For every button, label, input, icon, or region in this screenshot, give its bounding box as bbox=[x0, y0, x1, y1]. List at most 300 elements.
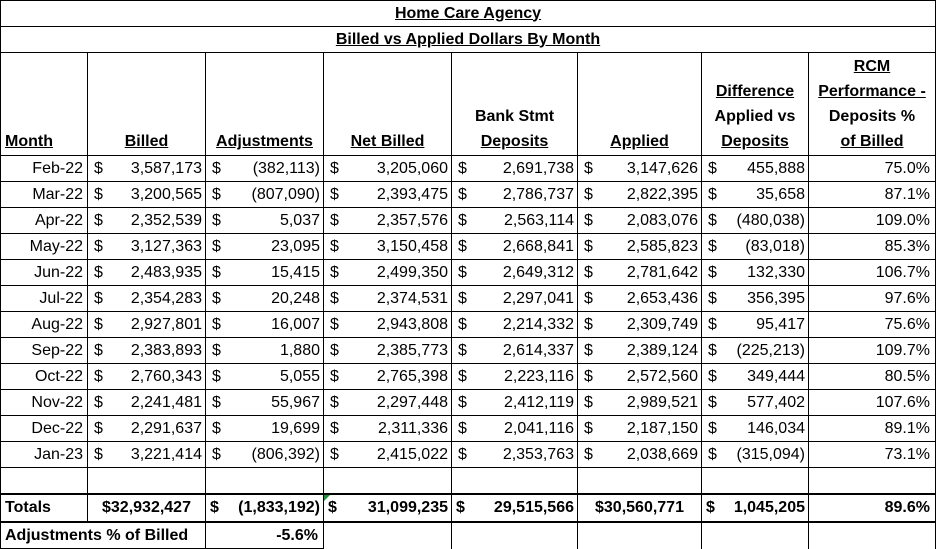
billed-cell[interactable] bbox=[88, 364, 206, 390]
table-row bbox=[1, 182, 936, 208]
currency-symbol: $ bbox=[584, 393, 593, 411]
adjustments-cell[interactable] bbox=[206, 364, 324, 390]
applied-cell[interactable] bbox=[578, 390, 702, 416]
month-cell[interactable]: Oct-22 bbox=[1, 364, 88, 390]
net-billed-cell[interactable] bbox=[324, 390, 452, 416]
difference-cell[interactable] bbox=[702, 286, 809, 312]
currency-symbol: $ bbox=[330, 263, 339, 281]
footer-empty-cell[interactable] bbox=[702, 522, 809, 549]
header-net-billed[interactable] bbox=[324, 53, 452, 156]
deposits-value: 2,563,114 bbox=[504, 211, 574, 229]
table-row bbox=[1, 364, 936, 390]
net-billed-cell[interactable] bbox=[324, 416, 452, 442]
totals-billed[interactable] bbox=[88, 494, 206, 522]
deposits-cell[interactable] bbox=[452, 286, 578, 312]
currency-symbol: $ bbox=[94, 289, 103, 307]
rcm-cell[interactable]: 106.7% bbox=[809, 260, 936, 286]
currency-symbol: $ bbox=[708, 341, 717, 359]
blank-cell[interactable] bbox=[809, 468, 936, 495]
billed-cell[interactable] bbox=[88, 156, 206, 182]
blank-cell[interactable] bbox=[324, 468, 452, 495]
currency-symbol: $ bbox=[458, 341, 467, 359]
applied-value: 2,389,124 bbox=[626, 341, 698, 359]
billed-value: 2,241,481 bbox=[130, 393, 202, 411]
header-net-billed-label: Net Billed bbox=[350, 133, 425, 150]
rcm-cell[interactable]: 80.5% bbox=[809, 364, 936, 390]
blank-cell[interactable] bbox=[88, 468, 206, 495]
table-row bbox=[1, 260, 936, 286]
net-billed-cell[interactable] bbox=[324, 364, 452, 390]
month-cell[interactable]: Mar-22 bbox=[1, 182, 88, 208]
rcm-cell[interactable]: 109.0% bbox=[809, 208, 936, 234]
rcm-cell[interactable]: 107.6% bbox=[809, 390, 936, 416]
net-billed-cell[interactable] bbox=[324, 156, 452, 182]
totals-adjustments[interactable] bbox=[206, 494, 324, 522]
difference-cell[interactable] bbox=[702, 234, 809, 260]
blank-cell[interactable] bbox=[702, 468, 809, 495]
header-deposits[interactable] bbox=[452, 53, 578, 156]
header-deposits-line2: Deposits bbox=[480, 133, 549, 150]
applied-value: 2,822,395 bbox=[626, 185, 698, 203]
currency-symbol: $ bbox=[584, 445, 593, 463]
adjustments-cell[interactable] bbox=[206, 312, 324, 338]
footer-empty-cell[interactable] bbox=[809, 522, 936, 549]
totals-rcm[interactable]: 89.6% bbox=[809, 494, 936, 522]
billed-value: 2,354,283 bbox=[130, 289, 202, 307]
adjustments-cell[interactable] bbox=[206, 182, 324, 208]
deposits-value: 2,297,041 bbox=[502, 289, 574, 307]
currency-symbol: $ bbox=[94, 445, 103, 463]
rcm-cell[interactable]: 75.6% bbox=[809, 312, 936, 338]
currency-symbol: $ bbox=[584, 211, 593, 229]
billed-cell[interactable] bbox=[88, 390, 206, 416]
difference-value: 349,444 bbox=[747, 367, 805, 385]
currency-symbol: $ bbox=[212, 341, 221, 359]
month-cell[interactable]: Jul-22 bbox=[1, 286, 88, 312]
billed-cell[interactable] bbox=[88, 312, 206, 338]
applied-cell[interactable] bbox=[578, 156, 702, 182]
table-row bbox=[1, 338, 936, 364]
currency-symbol: $ bbox=[706, 499, 715, 516]
adjustments-value: 1,880 bbox=[279, 341, 320, 359]
currency-symbol: $ bbox=[584, 419, 593, 437]
currency-symbol: $ bbox=[708, 393, 717, 411]
currency-symbol: $ bbox=[212, 263, 221, 281]
currency-symbol: $ bbox=[456, 499, 465, 516]
applied-value: 2,187,150 bbox=[626, 419, 698, 437]
billed-value: 2,291,637 bbox=[130, 419, 202, 437]
header-difference[interactable] bbox=[702, 53, 809, 156]
deposits-cell[interactable] bbox=[452, 312, 578, 338]
net-billed-cell[interactable] bbox=[324, 182, 452, 208]
totals-billed-value: $32,932,427 bbox=[102, 499, 191, 516]
footer-empty-cell[interactable] bbox=[452, 522, 578, 549]
deposits-value: 2,614,337 bbox=[502, 341, 574, 359]
applied-cell[interactable] bbox=[578, 312, 702, 338]
currency-symbol: $ bbox=[584, 289, 593, 307]
rcm-cell[interactable]: 73.1% bbox=[809, 442, 936, 468]
currency-symbol: $ bbox=[94, 237, 103, 255]
currency-symbol: $ bbox=[94, 211, 103, 229]
table-row bbox=[1, 312, 936, 338]
net-billed-value: 3,150,458 bbox=[376, 237, 448, 255]
currency-symbol: $ bbox=[330, 419, 339, 437]
currency-symbol: $ bbox=[210, 499, 219, 516]
difference-value: 455,888 bbox=[747, 159, 805, 177]
footer-value[interactable]: -5.6% bbox=[206, 522, 324, 549]
billed-cell[interactable] bbox=[88, 442, 206, 468]
currency-symbol: $ bbox=[708, 237, 717, 255]
sheet-subtitle[interactable]: Billed vs Applied Dollars By Month bbox=[1, 27, 936, 53]
billed-cell[interactable] bbox=[88, 338, 206, 364]
footer-empty-cell[interactable] bbox=[324, 522, 452, 549]
billed-cell[interactable] bbox=[88, 182, 206, 208]
currency-symbol: $ bbox=[212, 315, 221, 333]
applied-cell[interactable] bbox=[578, 208, 702, 234]
currency-symbol: $ bbox=[212, 237, 221, 255]
month-cell[interactable]: Sep-22 bbox=[1, 338, 88, 364]
adjustments-value: 55,967 bbox=[271, 393, 320, 411]
cell-error-marker bbox=[324, 495, 330, 501]
currency-symbol: $ bbox=[458, 315, 467, 333]
adjustments-value: (806,392) bbox=[251, 445, 320, 463]
net-billed-value: 3,205,060 bbox=[376, 159, 448, 177]
billed-value: 2,760,343 bbox=[130, 367, 202, 385]
deposits-cell[interactable] bbox=[452, 416, 578, 442]
blank-cell[interactable] bbox=[206, 468, 324, 495]
month-cell[interactable]: May-22 bbox=[1, 234, 88, 260]
net-billed-cell[interactable] bbox=[324, 442, 452, 468]
currency-symbol: $ bbox=[330, 341, 339, 359]
currency-symbol: $ bbox=[584, 315, 593, 333]
currency-symbol: $ bbox=[328, 499, 337, 516]
rcm-cell[interactable]: 75.0% bbox=[809, 156, 936, 182]
deposits-value: 2,649,312 bbox=[502, 263, 574, 281]
billed-value: 2,483,935 bbox=[130, 263, 202, 281]
applied-cell[interactable] bbox=[578, 234, 702, 260]
net-billed-value: 2,415,022 bbox=[376, 445, 448, 463]
difference-cell[interactable] bbox=[702, 156, 809, 182]
blank-row bbox=[1, 468, 936, 495]
currency-symbol: $ bbox=[584, 341, 593, 359]
applied-value: 2,572,560 bbox=[626, 367, 698, 385]
currency-symbol: $ bbox=[212, 393, 221, 411]
net-billed-value: 2,297,448 bbox=[376, 393, 448, 411]
adjustments-cell[interactable] bbox=[206, 390, 324, 416]
difference-cell[interactable] bbox=[702, 364, 809, 390]
currency-symbol: $ bbox=[212, 419, 221, 437]
adjustments-value: 16,007 bbox=[271, 315, 320, 333]
rcm-cell[interactable]: 97.6% bbox=[809, 286, 936, 312]
net-billed-value: 2,499,350 bbox=[376, 263, 448, 281]
month-cell[interactable]: Jan-23 bbox=[1, 442, 88, 468]
currency-symbol: $ bbox=[458, 393, 467, 411]
totals-applied-value: $30,560,771 bbox=[595, 499, 684, 516]
deposits-value: 2,412,119 bbox=[504, 393, 574, 411]
currency-symbol: $ bbox=[458, 159, 467, 177]
deposits-cell[interactable] bbox=[452, 364, 578, 390]
applied-cell[interactable] bbox=[578, 364, 702, 390]
net-billed-cell[interactable] bbox=[324, 234, 452, 260]
totals-applied[interactable] bbox=[578, 494, 702, 522]
currency-symbol: $ bbox=[212, 367, 221, 385]
billed-value: 3,587,173 bbox=[130, 159, 202, 177]
billed-cell[interactable] bbox=[88, 286, 206, 312]
header-rcm-line1: RCM bbox=[853, 58, 891, 75]
deposits-cell[interactable] bbox=[452, 390, 578, 416]
totals-difference-value: 1,045,205 bbox=[733, 499, 805, 516]
header-difference-line3: Deposits bbox=[721, 133, 789, 150]
adjustments-value: 20,248 bbox=[271, 289, 320, 307]
deposits-value: 2,353,763 bbox=[502, 445, 574, 463]
currency-symbol: $ bbox=[584, 159, 593, 177]
deposits-cell[interactable] bbox=[452, 156, 578, 182]
adjustments-cell[interactable] bbox=[206, 416, 324, 442]
currency-symbol: $ bbox=[212, 211, 221, 229]
table-row bbox=[1, 156, 936, 182]
adjustments-value: (382,113) bbox=[252, 159, 320, 177]
difference-cell[interactable] bbox=[702, 390, 809, 416]
header-month[interactable] bbox=[1, 53, 88, 156]
difference-value: 95,417 bbox=[756, 315, 805, 333]
applied-value: 2,653,436 bbox=[626, 289, 698, 307]
currency-symbol: $ bbox=[94, 367, 103, 385]
applied-value: 2,083,076 bbox=[626, 211, 698, 229]
currency-symbol: $ bbox=[458, 237, 467, 255]
adjustments-value: 15,415 bbox=[271, 263, 320, 281]
billed-cell[interactable] bbox=[88, 234, 206, 260]
header-rcm-line2: Performance - bbox=[818, 83, 926, 100]
sheet-title[interactable]: Home Care Agency bbox=[1, 1, 936, 27]
month-cell[interactable]: Nov-22 bbox=[1, 390, 88, 416]
header-adjustments-label: Adjustments bbox=[216, 133, 313, 150]
currency-symbol: $ bbox=[708, 263, 717, 281]
difference-value: 146,034 bbox=[747, 419, 805, 437]
billed-value: 3,200,565 bbox=[130, 185, 202, 203]
adjustments-cell[interactable] bbox=[206, 442, 324, 468]
currency-symbol: $ bbox=[584, 185, 593, 203]
adjustments-cell[interactable] bbox=[206, 156, 324, 182]
rcm-cell[interactable]: 89.1% bbox=[809, 416, 936, 442]
currency-symbol: $ bbox=[94, 185, 103, 203]
net-billed-value: 2,393,475 bbox=[376, 185, 448, 203]
difference-cell[interactable] bbox=[702, 416, 809, 442]
adjustments-cell[interactable] bbox=[206, 338, 324, 364]
month-cell[interactable]: Apr-22 bbox=[1, 208, 88, 234]
currency-symbol: $ bbox=[458, 211, 467, 229]
currency-symbol: $ bbox=[458, 263, 467, 281]
adjustments-cell[interactable] bbox=[206, 208, 324, 234]
applied-value: 2,781,642 bbox=[626, 263, 698, 281]
month-cell[interactable]: Jun-22 bbox=[1, 260, 88, 286]
currency-symbol: $ bbox=[330, 315, 339, 333]
header-deposits-line1: Bank Stmt bbox=[474, 108, 555, 125]
currency-symbol: $ bbox=[458, 367, 467, 385]
footer-empty-cell[interactable] bbox=[578, 522, 702, 549]
deposits-cell[interactable] bbox=[452, 234, 578, 260]
deposits-value: 2,214,332 bbox=[502, 315, 574, 333]
difference-cell[interactable] bbox=[702, 182, 809, 208]
currency-symbol: $ bbox=[212, 289, 221, 307]
difference-value: (480,038) bbox=[736, 211, 805, 229]
billed-value: 3,127,363 bbox=[130, 237, 202, 255]
adjustments-cell[interactable] bbox=[206, 286, 324, 312]
header-rcm[interactable] bbox=[809, 53, 936, 156]
currency-symbol: $ bbox=[708, 419, 717, 437]
rcm-cell[interactable]: 109.7% bbox=[809, 338, 936, 364]
rcm-cell[interactable]: 87.1% bbox=[809, 182, 936, 208]
table-row bbox=[1, 390, 936, 416]
net-billed-value: 2,943,808 bbox=[376, 315, 448, 333]
currency-symbol: $ bbox=[458, 185, 467, 203]
adjustments-cell[interactable] bbox=[206, 260, 324, 286]
applied-value: 2,038,669 bbox=[626, 445, 698, 463]
applied-value: 3,147,626 bbox=[626, 159, 698, 177]
currency-symbol: $ bbox=[330, 393, 339, 411]
header-rcm-line3: Deposits % bbox=[828, 108, 916, 125]
adjustments-value: (807,090) bbox=[251, 185, 320, 203]
header-adjustments[interactable] bbox=[206, 53, 324, 156]
applied-cell[interactable] bbox=[578, 260, 702, 286]
data-rows bbox=[1, 156, 936, 468]
totals-row bbox=[1, 494, 936, 522]
currency-symbol: $ bbox=[330, 445, 339, 463]
deposits-value: 2,691,738 bbox=[502, 159, 574, 177]
adjustments-value: 23,095 bbox=[271, 237, 320, 255]
header-difference-line1: Difference bbox=[715, 83, 795, 100]
currency-symbol: $ bbox=[330, 211, 339, 229]
currency-symbol: $ bbox=[94, 341, 103, 359]
adjustments-value: 5,037 bbox=[279, 211, 320, 229]
totals-adjustments-value: (1,833,192) bbox=[238, 499, 320, 516]
deposits-cell[interactable] bbox=[452, 182, 578, 208]
deposits-cell[interactable] bbox=[452, 442, 578, 468]
difference-value: 577,402 bbox=[747, 393, 805, 411]
difference-cell[interactable] bbox=[702, 260, 809, 286]
footer-row bbox=[1, 522, 936, 549]
currency-symbol: $ bbox=[708, 367, 717, 385]
billed-value: 3,221,414 bbox=[130, 445, 202, 463]
currency-symbol: $ bbox=[212, 185, 221, 203]
net-billed-value: 2,374,531 bbox=[376, 289, 448, 307]
net-billed-value: 2,385,773 bbox=[376, 341, 448, 359]
footer-label[interactable]: Adjustments % of Billed bbox=[1, 522, 206, 549]
applied-value: 2,989,521 bbox=[626, 393, 698, 411]
header-difference-line2: Applied vs bbox=[714, 108, 796, 125]
currency-symbol: $ bbox=[330, 159, 339, 177]
net-billed-value: 2,765,398 bbox=[376, 367, 448, 385]
billed-value: 2,927,801 bbox=[130, 315, 202, 333]
difference-cell[interactable] bbox=[702, 442, 809, 468]
currency-symbol: $ bbox=[708, 211, 717, 229]
table-row bbox=[1, 234, 936, 260]
billed-cell[interactable] bbox=[88, 208, 206, 234]
net-billed-cell[interactable] bbox=[324, 338, 452, 364]
currency-symbol: $ bbox=[94, 159, 103, 177]
billed-cell[interactable] bbox=[88, 260, 206, 286]
currency-symbol: $ bbox=[708, 445, 717, 463]
header-rcm-line4: of Billed bbox=[840, 133, 904, 150]
month-cell[interactable]: Feb-22 bbox=[1, 156, 88, 182]
adjustments-cell[interactable] bbox=[206, 234, 324, 260]
totals-label[interactable]: Totals bbox=[1, 494, 88, 522]
net-billed-cell[interactable] bbox=[324, 286, 452, 312]
billed-cell[interactable] bbox=[88, 416, 206, 442]
deposits-cell[interactable] bbox=[452, 260, 578, 286]
currency-symbol: $ bbox=[458, 289, 467, 307]
currency-symbol: $ bbox=[708, 159, 717, 177]
currency-symbol: $ bbox=[94, 393, 103, 411]
difference-cell[interactable] bbox=[702, 312, 809, 338]
applied-cell[interactable] bbox=[578, 416, 702, 442]
blank-cell[interactable] bbox=[578, 468, 702, 495]
header-billed-label: Billed bbox=[124, 133, 169, 150]
blank-cell[interactable] bbox=[452, 468, 578, 495]
currency-symbol: $ bbox=[212, 159, 221, 177]
net-billed-value: 2,357,576 bbox=[376, 211, 448, 229]
deposits-value: 2,223,116 bbox=[504, 367, 574, 385]
applied-cell[interactable] bbox=[578, 182, 702, 208]
table-row bbox=[1, 442, 936, 468]
net-billed-cell[interactable] bbox=[324, 260, 452, 286]
applied-value: 2,585,823 bbox=[626, 237, 698, 255]
header-billed[interactable] bbox=[88, 53, 206, 156]
deposits-cell[interactable] bbox=[452, 338, 578, 364]
applied-cell[interactable] bbox=[578, 286, 702, 312]
currency-symbol: $ bbox=[708, 289, 717, 307]
rcm-cell[interactable]: 85.3% bbox=[809, 234, 936, 260]
currency-symbol: $ bbox=[330, 237, 339, 255]
totals-deposits[interactable] bbox=[452, 494, 578, 522]
currency-symbol: $ bbox=[330, 185, 339, 203]
currency-symbol: $ bbox=[330, 289, 339, 307]
currency-symbol: $ bbox=[584, 237, 593, 255]
blank-cell[interactable] bbox=[1, 468, 88, 495]
applied-value: 2,309,749 bbox=[626, 315, 698, 333]
table-row bbox=[1, 416, 936, 442]
header-row bbox=[1, 53, 936, 156]
applied-cell[interactable] bbox=[578, 442, 702, 468]
currency-symbol: $ bbox=[212, 445, 221, 463]
currency-symbol: $ bbox=[584, 263, 593, 281]
header-applied[interactable] bbox=[578, 53, 702, 156]
currency-symbol: $ bbox=[584, 367, 593, 385]
totals-net-billed[interactable] bbox=[324, 494, 452, 522]
net-billed-value: 2,311,336 bbox=[378, 419, 448, 437]
difference-cell[interactable] bbox=[702, 338, 809, 364]
month-cell[interactable]: Dec-22 bbox=[1, 416, 88, 442]
currency-symbol: $ bbox=[330, 367, 339, 385]
difference-value: (83,018) bbox=[745, 237, 805, 255]
totals-difference[interactable] bbox=[702, 494, 809, 522]
difference-cell[interactable] bbox=[702, 208, 809, 234]
currency-symbol: $ bbox=[94, 419, 103, 437]
deposits-cell[interactable] bbox=[452, 208, 578, 234]
adjustments-value: 19,699 bbox=[271, 419, 320, 437]
difference-value: (315,094) bbox=[736, 445, 805, 463]
deposits-value: 2,668,841 bbox=[502, 237, 574, 255]
net-billed-cell[interactable] bbox=[324, 208, 452, 234]
currency-symbol: $ bbox=[708, 315, 717, 333]
applied-cell[interactable] bbox=[578, 338, 702, 364]
currency-symbol: $ bbox=[458, 445, 467, 463]
currency-symbol: $ bbox=[708, 185, 717, 203]
currency-symbol: $ bbox=[94, 315, 103, 333]
difference-value: 35,658 bbox=[756, 185, 805, 203]
net-billed-cell[interactable] bbox=[324, 312, 452, 338]
difference-value: (225,213) bbox=[736, 341, 805, 359]
month-cell[interactable]: Aug-22 bbox=[1, 312, 88, 338]
